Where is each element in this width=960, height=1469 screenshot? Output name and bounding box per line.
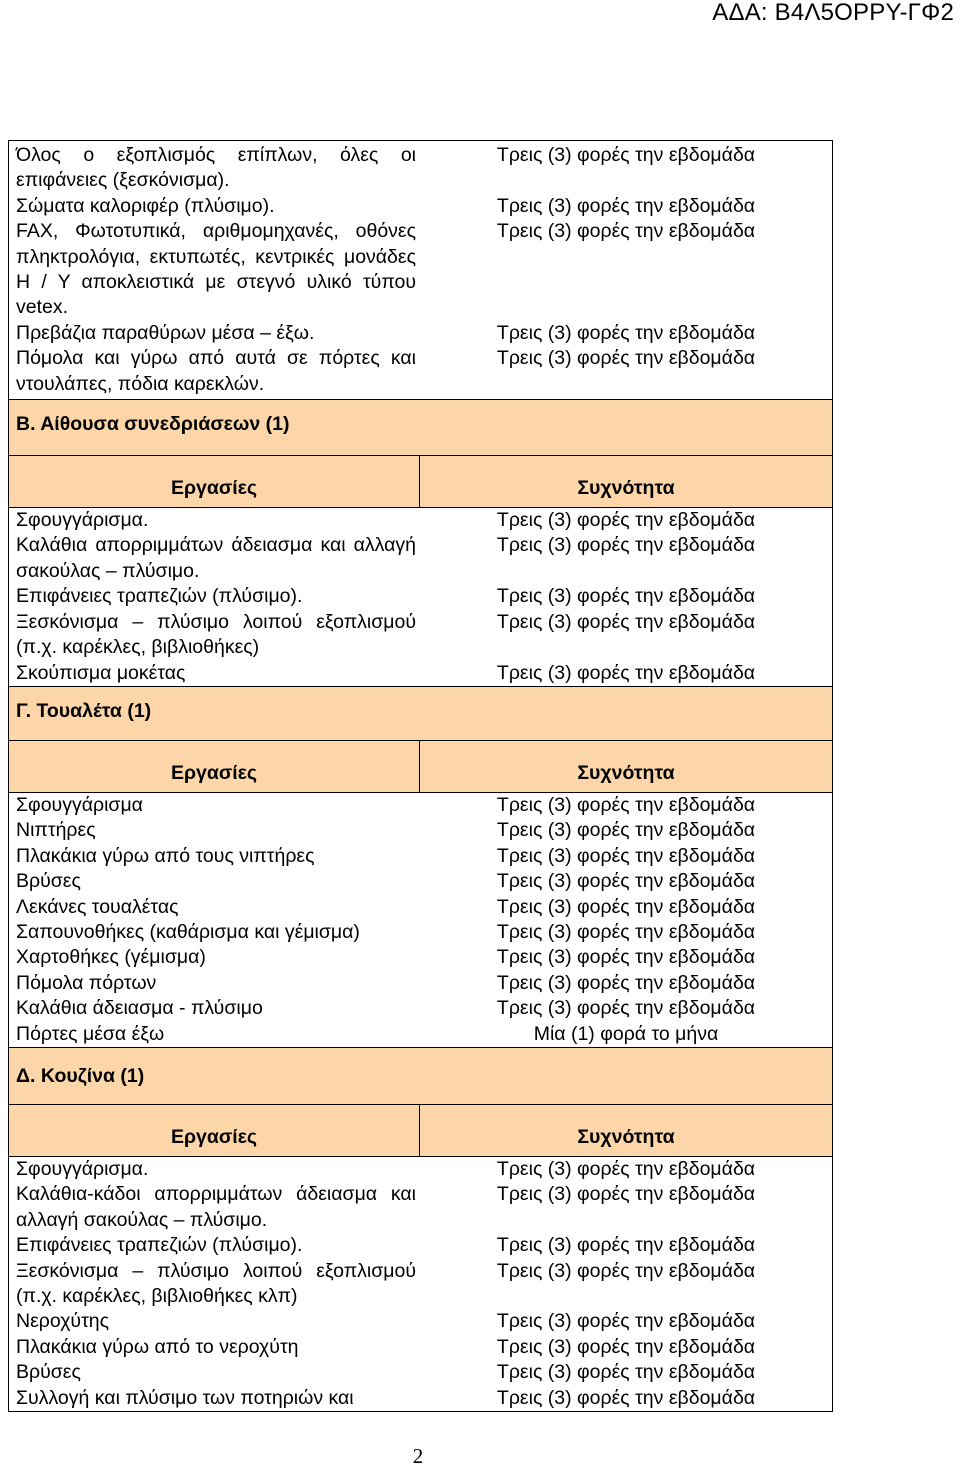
table-row bbox=[9, 920, 832, 945]
task-cell: Νεροχύτης bbox=[16, 1310, 110, 1333]
table-row bbox=[9, 1309, 832, 1334]
table-row bbox=[9, 1335, 832, 1360]
task-cell: Καλάθια απορριμμάτων άδειασμα και αλλαγή σακούλας – πλύσιμο. bbox=[16, 534, 417, 582]
section-rows bbox=[8, 508, 833, 687]
frequency-cell: Τρεις (3) φορές την εβδομάδα bbox=[496, 321, 756, 344]
task-cell: Νιπτήρες bbox=[16, 819, 96, 842]
column-header-tasks: Εργασίες bbox=[9, 456, 420, 507]
task-cell: Σαπουνοθήκες (καθάρισμα και γέμισμα) bbox=[16, 920, 360, 943]
section-title: Δ. Κουζίνα (1) bbox=[8, 1048, 833, 1105]
frequency-cell: Τρεις (3) φορές την εβδομάδα bbox=[496, 870, 756, 893]
frequency-cell: Τρεις (3) φορές την εβδομάδα bbox=[496, 610, 756, 633]
table-row bbox=[9, 1386, 832, 1411]
column-header-frequency: Συχνότητα bbox=[577, 761, 675, 784]
task-cell: Σώματα καλοριφέρ (πλύσιμο). bbox=[16, 194, 275, 217]
task-cell: Σφουγγάρισμα. bbox=[16, 1157, 149, 1180]
task-cell: Βρύσες bbox=[16, 1361, 81, 1384]
table-row bbox=[9, 1182, 832, 1233]
section-rows bbox=[8, 793, 833, 1048]
frequency-cell: Τρεις (3) φορές την εβδομάδα bbox=[496, 793, 756, 816]
frequency-cell: Τρεις (3) φορές την εβδομάδα bbox=[496, 895, 756, 918]
frequency-cell: Τρεις (3) φορές την εβδομάδα bbox=[496, 144, 756, 166]
task-cell: FAX, Φωτοτυπικά, αριθμομηχανές, οθόνες πληκτρολόγια, εκτυπωτές, κεντρικές μονάδες Η / Υ αποκλειστικά με στεγνό υλικό τύπου vetex. bbox=[16, 220, 417, 319]
task-cell: Πρεβάζια παραθύρων μέσα – έξω. bbox=[16, 321, 315, 344]
section-title: Β. Αίθουσα συνεδριάσεων (1) bbox=[8, 400, 833, 456]
frequency-cell: Τρεις (3) φορές την εβδομάδα bbox=[496, 997, 756, 1020]
frequency-cell: Τρεις (3) φορές την εβδομάδα bbox=[496, 1386, 756, 1409]
column-headers bbox=[8, 1105, 833, 1157]
column-header-frequency: Συχνότητα bbox=[577, 477, 675, 500]
section-title: Γ. Τουαλέτα (1) bbox=[8, 687, 833, 741]
frequency-cell: Τρεις (3) φορές την εβδομάδα bbox=[496, 1157, 756, 1180]
table-row bbox=[9, 533, 832, 584]
table-row bbox=[9, 844, 832, 869]
table-row bbox=[9, 1259, 832, 1310]
table-row bbox=[9, 1157, 832, 1182]
frequency-cell: Τρεις (3) φορές την εβδομάδα bbox=[496, 1361, 756, 1384]
task-cell: Πόμολα και γύρω από αυτά σε πόρτες και ντουλάπες, πόδια καρεκλών. bbox=[16, 347, 417, 395]
table-row bbox=[9, 996, 832, 1021]
frequency-cell: Τρεις (3) φορές την εβδομάδα bbox=[496, 585, 756, 608]
task-cell: Χαρτοθήκες (γέμισμα) bbox=[16, 946, 206, 969]
frequency-cell: Τρεις (3) φορές την εβδομάδα bbox=[496, 534, 756, 557]
task-cell: Καλάθια άδειασμα - πλύσιμο bbox=[16, 997, 263, 1020]
column-header-tasks: Εργασίες bbox=[9, 1105, 420, 1156]
task-cell: Σφουγγάρισμα bbox=[16, 793, 143, 816]
cleaning-schedule bbox=[8, 140, 833, 1412]
table-row bbox=[9, 508, 832, 533]
frequency-cell: Τρεις (3) φορές την εβδομάδα bbox=[496, 347, 756, 370]
table-row bbox=[9, 1022, 832, 1047]
frequency-cell: Τρεις (3) φορές την εβδομάδα bbox=[496, 1259, 756, 1282]
column-headers bbox=[8, 456, 833, 508]
frequency-cell: Τρεις (3) φορές την εβδομάδα bbox=[496, 1335, 756, 1358]
top-rows-block bbox=[8, 140, 833, 400]
frequency-cell: Τρεις (3) φορές την εβδομάδα bbox=[496, 220, 756, 243]
task-cell: Επιφάνειες τραπεζιών (πλύσιμο). bbox=[16, 1234, 303, 1257]
table-row bbox=[9, 818, 832, 843]
task-cell: Πόρτες μέσα έξω bbox=[16, 1022, 165, 1045]
frequency-cell: Τρεις (3) φορές την εβδομάδα bbox=[496, 946, 756, 969]
frequency-cell: Τρεις (3) φορές την εβδομάδα bbox=[496, 920, 756, 943]
table-row bbox=[9, 945, 832, 970]
ada-code: ΑΔΑ: Β4Λ5ΟΡΡΥ-ΓΦ2 bbox=[712, 0, 954, 26]
task-cell: Καλάθια-κάδοι απορριμμάτων άδειασμα και αλλαγή σακούλας – πλύσιμο. bbox=[16, 1183, 417, 1231]
task-cell: Ξεσκόνισμα – πλύσιμο λοιπού εξοπλισμού (π.χ. καρέκλες, βιβλιοθήκες) bbox=[16, 610, 417, 659]
table-row bbox=[9, 661, 832, 686]
frequency-cell: Μία (1) φορά το μήνα bbox=[533, 1022, 719, 1045]
column-header-frequency: Συχνότητα bbox=[577, 1125, 675, 1148]
frequency-cell: Τρεις (3) φορές την εβδομάδα bbox=[496, 509, 756, 532]
task-cell: Πόμολα πόρτων bbox=[16, 971, 157, 994]
table-row bbox=[9, 1233, 832, 1258]
table-row bbox=[9, 143, 832, 194]
page-number: 2 bbox=[412, 1444, 424, 1468]
task-cell: Βρύσες bbox=[16, 870, 81, 893]
task-cell: Συλλογή και πλύσιμο των ποτηριών και bbox=[16, 1386, 354, 1409]
frequency-cell: Τρεις (3) φορές την εβδομάδα bbox=[496, 819, 756, 842]
task-cell: Λεκάνες τουαλέτας bbox=[16, 895, 179, 918]
table-row bbox=[9, 610, 832, 661]
table-row bbox=[9, 346, 832, 397]
table-row bbox=[9, 895, 832, 920]
table-row bbox=[9, 971, 832, 996]
table-row bbox=[9, 194, 832, 219]
table-row bbox=[9, 321, 832, 346]
frequency-cell: Τρεις (3) φορές την εβδομάδα bbox=[496, 1234, 756, 1257]
column-header-tasks: Εργασίες bbox=[9, 741, 420, 792]
section-rows bbox=[8, 1157, 833, 1412]
task-cell: Επιφάνειες τραπεζιών (πλύσιμο). bbox=[16, 585, 303, 608]
task-cell: Όλος ο εξοπλισμός επίπλων, όλες οι επιφάνειες (ξεσκόνισμα). bbox=[16, 144, 417, 192]
table-row bbox=[9, 1360, 832, 1385]
task-cell: Ξεσκόνισμα – πλύσιμο λοιπού εξοπλισμού (π.χ. καρέκλες, βιβλιοθήκες κλπ) bbox=[16, 1259, 417, 1307]
frequency-cell: Τρεις (3) φορές την εβδομάδα bbox=[496, 661, 756, 684]
task-cell: Σκούπισμα μοκέτας bbox=[16, 661, 186, 684]
task-cell: Σφουγγάρισμα. bbox=[16, 509, 149, 532]
task-cell: Πλακάκια γύρω από το νεροχύτη bbox=[16, 1335, 299, 1358]
frequency-cell: Τρεις (3) φορές την εβδομάδα bbox=[496, 1310, 756, 1333]
column-headers bbox=[8, 741, 833, 793]
frequency-cell: Τρεις (3) φορές την εβδομάδα bbox=[496, 844, 756, 867]
frequency-cell: Τρεις (3) φορές την εβδομάδα bbox=[496, 971, 756, 994]
table-row bbox=[9, 584, 832, 609]
frequency-cell: Τρεις (3) φορές την εβδομάδα bbox=[496, 194, 756, 217]
task-cell: Πλακάκια γύρω από τους νιπτήρες bbox=[16, 844, 315, 867]
table-row bbox=[9, 869, 832, 894]
table-row bbox=[9, 793, 832, 818]
frequency-cell: Τρεις (3) φορές την εβδομάδα bbox=[496, 1183, 756, 1206]
